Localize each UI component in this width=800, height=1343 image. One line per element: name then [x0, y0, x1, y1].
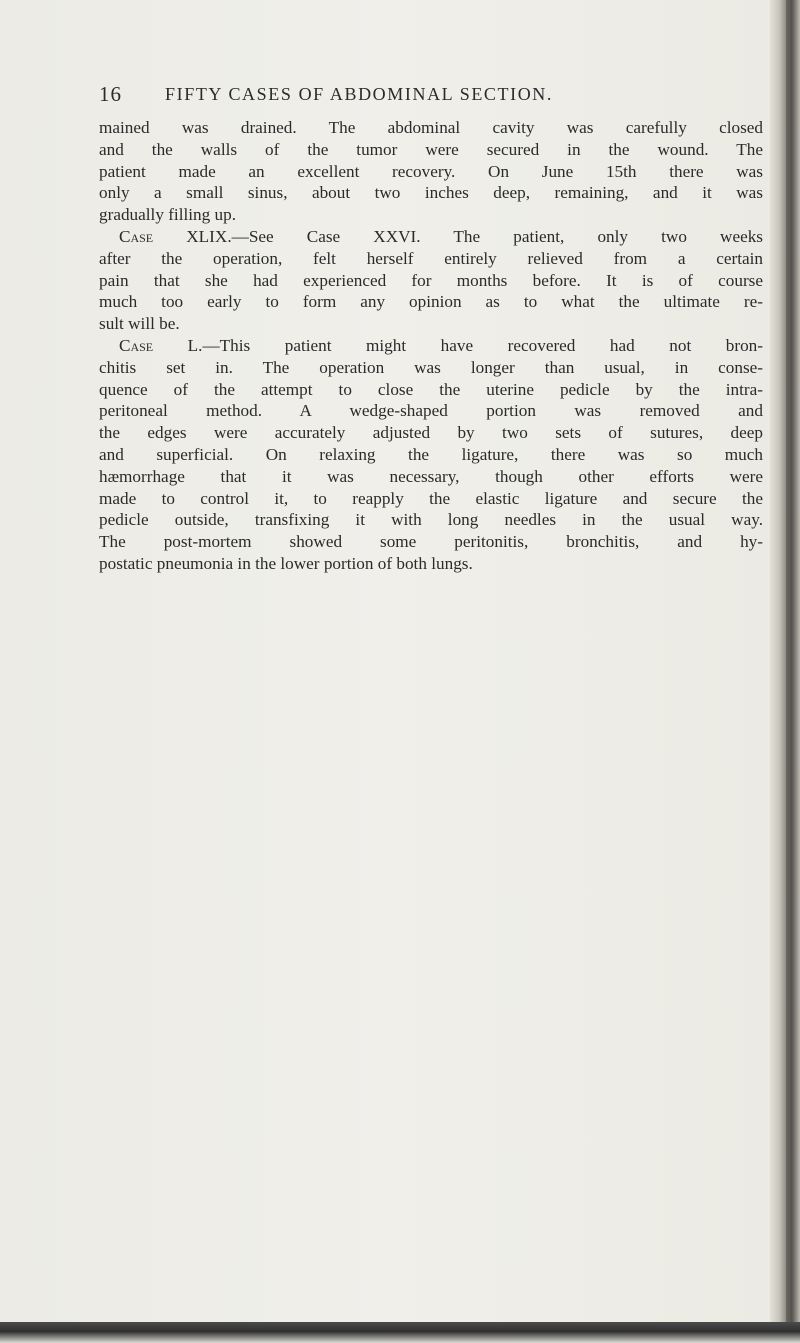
- text-line: sult will be.: [99, 314, 180, 334]
- case-heading: Case L.: [119, 335, 203, 355]
- text-line: mained was drained. The abdominal cavity was carefully closed: [99, 118, 763, 137]
- text-line: gradually filling up.: [99, 205, 236, 225]
- running-title: FIFTY CASES OF ABDOMINAL SECTION.: [165, 84, 554, 104]
- text-line: quence of the attempt to close the uterine pedicle by the intra-: [99, 379, 763, 399]
- page-header: [99, 82, 763, 112]
- text-line: and superficial. On relaxing the ligature, there was so much: [99, 444, 763, 464]
- text-line: made to control it, to reapply the elastic ligature and secure the: [99, 488, 763, 508]
- text-line: chitis set in. The operation was longer than usual, in conse-: [99, 357, 763, 377]
- text-line: much too early to form any opinion as to what the ultimate re-: [99, 292, 763, 312]
- text-span: —This patient might have recovered had not bron-: [202, 335, 763, 355]
- text-line: only a small sinus, about two inches deep, remaining, and it was: [99, 183, 763, 203]
- text-line: [99, 335, 763, 357]
- text-line: patient made an excellent recovery. On June 15th there was: [99, 161, 763, 181]
- text-line: and the walls of the tumor were secured in the wound. The: [99, 139, 763, 159]
- text-line: [99, 226, 763, 248]
- scan-bottom-edge: [0, 1322, 800, 1343]
- body-text: [99, 117, 763, 575]
- text-line: hæmorrhage that it was necessary, though other efforts were: [99, 466, 763, 486]
- page-edge: [786, 0, 792, 1343]
- book-spine-shadow: [770, 0, 800, 1343]
- text-line: peritoneal method. A wedge-shaped portion was removed and: [99, 401, 763, 421]
- text-line: the edges were accurately adjusted by two sets of sutures, deep: [99, 423, 763, 443]
- page-number: 16: [99, 82, 122, 106]
- text-line: after the operation, felt herself entirely relieved from a certain: [99, 248, 763, 268]
- text-line: postatic pneumonia in the lower portion of both lungs.: [99, 553, 473, 573]
- text-line: pain that she had experienced for months before. It is of course: [99, 270, 763, 290]
- text-line: pedicle outside, transfixing it with long needles in the usual way.: [99, 510, 763, 530]
- text-span: —See Case XXVI. The patient, only two weeks: [231, 226, 763, 246]
- case-heading: Case XLIX.: [119, 226, 232, 246]
- text-line: The post-mortem showed some peritonitis, bronchitis, and hy-: [99, 532, 763, 552]
